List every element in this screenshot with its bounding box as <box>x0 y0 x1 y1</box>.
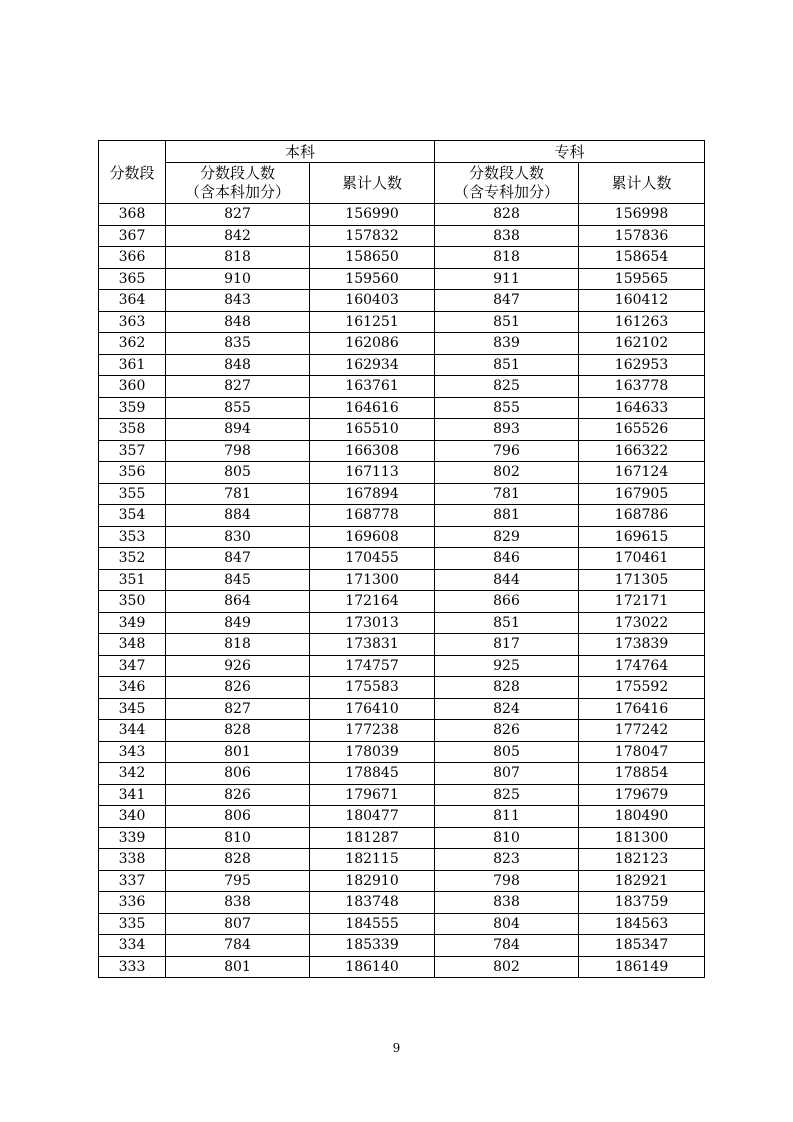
undergrad-count-cell: 818 <box>166 634 310 656</box>
college-count-cell: 855 <box>435 397 579 419</box>
header-undergrad-count-line1: 分数段人数 <box>199 164 275 182</box>
undergrad-cumulative-cell: 175583 <box>310 677 435 699</box>
undergrad-cumulative-cell: 157832 <box>310 225 435 247</box>
table-row <box>99 247 705 269</box>
undergrad-cumulative-cell: 160403 <box>310 290 435 312</box>
undergrad-count-cell: 894 <box>166 419 310 441</box>
score-cell: 341 <box>99 784 166 806</box>
score-cell: 357 <box>99 440 166 462</box>
undergrad-count-cell: 827 <box>166 376 310 398</box>
table-row <box>99 784 705 806</box>
college-count-cell: 810 <box>435 827 579 849</box>
undergrad-count-cell: 806 <box>166 763 310 785</box>
college-cumulative-cell: 167905 <box>579 483 705 505</box>
college-cumulative-cell: 186149 <box>579 956 705 978</box>
undergrad-count-cell: 828 <box>166 720 310 742</box>
table-row <box>99 204 705 226</box>
score-cell: 359 <box>99 397 166 419</box>
table-row <box>99 505 705 527</box>
table-row <box>99 290 705 312</box>
undergrad-cumulative-cell: 181287 <box>310 827 435 849</box>
undergrad-cumulative-cell: 179671 <box>310 784 435 806</box>
college-count-cell: 804 <box>435 913 579 935</box>
undergrad-cumulative-cell: 158650 <box>310 247 435 269</box>
table-row <box>99 591 705 613</box>
table-row <box>99 311 705 333</box>
undergrad-cumulative-cell: 178039 <box>310 741 435 763</box>
score-cell: 344 <box>99 720 166 742</box>
table-row <box>99 462 705 484</box>
undergrad-count-cell: 810 <box>166 827 310 849</box>
score-cell: 353 <box>99 526 166 548</box>
table-row <box>99 225 705 247</box>
table-row <box>99 849 705 871</box>
college-count-cell: 823 <box>435 849 579 871</box>
college-cumulative-cell: 180490 <box>579 806 705 828</box>
college-count-cell: 851 <box>435 311 579 333</box>
college-cumulative-cell: 178047 <box>579 741 705 763</box>
college-count-cell: 781 <box>435 483 579 505</box>
college-cumulative-cell: 162102 <box>579 333 705 355</box>
undergrad-cumulative-cell: 170455 <box>310 548 435 570</box>
header-college-count-line2: （含专科加分） <box>454 183 560 201</box>
table-row <box>99 354 705 376</box>
college-count-cell: 818 <box>435 247 579 269</box>
table-row <box>99 827 705 849</box>
college-count-cell: 825 <box>435 376 579 398</box>
college-cumulative-cell: 182921 <box>579 870 705 892</box>
score-cell: 342 <box>99 763 166 785</box>
undergrad-cumulative-cell: 182910 <box>310 870 435 892</box>
score-cell: 334 <box>99 935 166 957</box>
college-cumulative-cell: 172171 <box>579 591 705 613</box>
college-cumulative-cell: 160412 <box>579 290 705 312</box>
undergrad-count-cell: 828 <box>166 849 310 871</box>
college-count-cell: 851 <box>435 354 579 376</box>
undergrad-cumulative-cell: 177238 <box>310 720 435 742</box>
undergrad-cumulative-cell: 186140 <box>310 956 435 978</box>
college-count-cell: 829 <box>435 526 579 548</box>
undergrad-cumulative-cell: 159560 <box>310 268 435 290</box>
undergrad-cumulative-cell: 161251 <box>310 311 435 333</box>
table-row <box>99 741 705 763</box>
header-college: 专科 <box>435 141 705 163</box>
table-row <box>99 612 705 634</box>
table-row <box>99 763 705 785</box>
table-row <box>99 913 705 935</box>
college-cumulative-cell: 175592 <box>579 677 705 699</box>
undergrad-cumulative-cell: 178845 <box>310 763 435 785</box>
college-count-cell: 824 <box>435 698 579 720</box>
college-cumulative-cell: 173839 <box>579 634 705 656</box>
college-count-cell: 925 <box>435 655 579 677</box>
score-cell: 336 <box>99 892 166 914</box>
header-undergrad-cumulative: 累计人数 <box>310 163 435 204</box>
score-cell: 355 <box>99 483 166 505</box>
undergrad-count-cell: 842 <box>166 225 310 247</box>
undergrad-count-cell: 801 <box>166 741 310 763</box>
undergrad-cumulative-cell: 167113 <box>310 462 435 484</box>
college-cumulative-cell: 165526 <box>579 419 705 441</box>
college-cumulative-cell: 184563 <box>579 913 705 935</box>
table-row <box>99 956 705 978</box>
undergrad-cumulative-cell: 180477 <box>310 806 435 828</box>
score-cell: 335 <box>99 913 166 935</box>
undergrad-count-cell: 806 <box>166 806 310 828</box>
college-count-cell: 844 <box>435 569 579 591</box>
undergrad-count-cell: 826 <box>166 784 310 806</box>
table-row <box>99 268 705 290</box>
undergrad-count-cell: 807 <box>166 913 310 935</box>
undergrad-count-cell: 827 <box>166 204 310 226</box>
undergrad-cumulative-cell: 171300 <box>310 569 435 591</box>
table-row <box>99 526 705 548</box>
undergrad-count-cell: 848 <box>166 354 310 376</box>
college-count-cell: 838 <box>435 225 579 247</box>
college-cumulative-cell: 181300 <box>579 827 705 849</box>
score-cell: 365 <box>99 268 166 290</box>
table-row <box>99 483 705 505</box>
table-row <box>99 720 705 742</box>
undergrad-count-cell: 847 <box>166 548 310 570</box>
table-row <box>99 440 705 462</box>
header-score-band: 分数段 <box>99 141 166 204</box>
header-row-groups <box>99 141 705 163</box>
undergrad-count-cell: 801 <box>166 956 310 978</box>
header-college-cumulative: 累计人数 <box>579 163 705 204</box>
score-cell: 356 <box>99 462 166 484</box>
table-row <box>99 333 705 355</box>
table-row <box>99 419 705 441</box>
score-cell: 338 <box>99 849 166 871</box>
score-cell: 337 <box>99 870 166 892</box>
college-cumulative-cell: 177242 <box>579 720 705 742</box>
header-undergrad: 本科 <box>166 141 435 163</box>
table-body <box>99 204 705 978</box>
undergrad-count-cell: 818 <box>166 247 310 269</box>
college-count-cell: 828 <box>435 204 579 226</box>
college-count-cell: 851 <box>435 612 579 634</box>
undergrad-cumulative-cell: 162934 <box>310 354 435 376</box>
college-cumulative-cell: 166322 <box>579 440 705 462</box>
college-count-cell: 911 <box>435 268 579 290</box>
score-cell: 360 <box>99 376 166 398</box>
undergrad-count-cell: 826 <box>166 677 310 699</box>
score-cell: 362 <box>99 333 166 355</box>
college-cumulative-cell: 162953 <box>579 354 705 376</box>
undergrad-count-cell: 830 <box>166 526 310 548</box>
header-row-columns <box>99 163 705 204</box>
college-count-cell: 826 <box>435 720 579 742</box>
table-row <box>99 569 705 591</box>
college-cumulative-cell: 167124 <box>579 462 705 484</box>
header-college-count-line1: 分数段人数 <box>469 164 545 182</box>
score-cell: 347 <box>99 655 166 677</box>
undergrad-count-cell: 845 <box>166 569 310 591</box>
undergrad-count-cell: 884 <box>166 505 310 527</box>
college-count-cell: 802 <box>435 956 579 978</box>
college-count-cell: 846 <box>435 548 579 570</box>
college-count-cell: 807 <box>435 763 579 785</box>
college-cumulative-cell: 161263 <box>579 311 705 333</box>
college-cumulative-cell: 183759 <box>579 892 705 914</box>
score-cell: 351 <box>99 569 166 591</box>
undergrad-count-cell: 781 <box>166 483 310 505</box>
college-count-cell: 796 <box>435 440 579 462</box>
college-cumulative-cell: 158654 <box>579 247 705 269</box>
college-cumulative-cell: 156998 <box>579 204 705 226</box>
score-cell: 352 <box>99 548 166 570</box>
undergrad-count-cell: 827 <box>166 698 310 720</box>
undergrad-cumulative-cell: 173831 <box>310 634 435 656</box>
college-cumulative-cell: 182123 <box>579 849 705 871</box>
undergrad-count-cell: 843 <box>166 290 310 312</box>
undergrad-cumulative-cell: 168778 <box>310 505 435 527</box>
undergrad-cumulative-cell: 172164 <box>310 591 435 613</box>
score-cell: 364 <box>99 290 166 312</box>
table-row <box>99 892 705 914</box>
college-cumulative-cell: 171305 <box>579 569 705 591</box>
table-row <box>99 548 705 570</box>
college-count-cell: 828 <box>435 677 579 699</box>
table-row <box>99 935 705 957</box>
header-college-count <box>435 163 579 204</box>
college-count-cell: 817 <box>435 634 579 656</box>
college-count-cell: 805 <box>435 741 579 763</box>
header-undergrad-count-line2: （含本科加分） <box>184 183 290 201</box>
college-cumulative-cell: 168786 <box>579 505 705 527</box>
score-cell: 361 <box>99 354 166 376</box>
college-count-cell: 893 <box>435 419 579 441</box>
undergrad-cumulative-cell: 156990 <box>310 204 435 226</box>
college-cumulative-cell: 174764 <box>579 655 705 677</box>
page-number: 9 <box>392 1041 401 1055</box>
undergrad-count-cell: 835 <box>166 333 310 355</box>
college-cumulative-cell: 170461 <box>579 548 705 570</box>
score-cell: 348 <box>99 634 166 656</box>
table-row <box>99 870 705 892</box>
undergrad-count-cell: 910 <box>166 268 310 290</box>
score-cell: 345 <box>99 698 166 720</box>
college-count-cell: 802 <box>435 462 579 484</box>
score-cell: 339 <box>99 827 166 849</box>
score-cell: 354 <box>99 505 166 527</box>
undergrad-cumulative-cell: 162086 <box>310 333 435 355</box>
college-cumulative-cell: 159565 <box>579 268 705 290</box>
undergrad-cumulative-cell: 163761 <box>310 376 435 398</box>
undergrad-count-cell: 849 <box>166 612 310 634</box>
undergrad-count-cell: 926 <box>166 655 310 677</box>
score-cell: 333 <box>99 956 166 978</box>
college-cumulative-cell: 164633 <box>579 397 705 419</box>
college-cumulative-cell: 163778 <box>579 376 705 398</box>
college-cumulative-cell: 169615 <box>579 526 705 548</box>
score-cell: 367 <box>99 225 166 247</box>
college-cumulative-cell: 179679 <box>579 784 705 806</box>
college-cumulative-cell: 185347 <box>579 935 705 957</box>
college-cumulative-cell: 173022 <box>579 612 705 634</box>
undergrad-count-cell: 795 <box>166 870 310 892</box>
college-count-cell: 881 <box>435 505 579 527</box>
college-count-cell: 825 <box>435 784 579 806</box>
score-cell: 340 <box>99 806 166 828</box>
undergrad-count-cell: 855 <box>166 397 310 419</box>
score-cell: 343 <box>99 741 166 763</box>
undergrad-cumulative-cell: 169608 <box>310 526 435 548</box>
score-distribution-table <box>98 140 705 978</box>
undergrad-cumulative-cell: 183748 <box>310 892 435 914</box>
score-cell: 366 <box>99 247 166 269</box>
undergrad-cumulative-cell: 164616 <box>310 397 435 419</box>
table-row <box>99 634 705 656</box>
score-cell: 358 <box>99 419 166 441</box>
college-count-cell: 798 <box>435 870 579 892</box>
undergrad-count-cell: 784 <box>166 935 310 957</box>
table-row <box>99 806 705 828</box>
header-undergrad-count <box>166 163 310 204</box>
undergrad-count-cell: 838 <box>166 892 310 914</box>
undergrad-cumulative-cell: 167894 <box>310 483 435 505</box>
table-row <box>99 376 705 398</box>
undergrad-count-cell: 805 <box>166 462 310 484</box>
undergrad-cumulative-cell: 174757 <box>310 655 435 677</box>
score-cell: 363 <box>99 311 166 333</box>
score-cell: 349 <box>99 612 166 634</box>
table-row <box>99 397 705 419</box>
undergrad-cumulative-cell: 165510 <box>310 419 435 441</box>
score-cell: 346 <box>99 677 166 699</box>
undergrad-cumulative-cell: 176410 <box>310 698 435 720</box>
undergrad-cumulative-cell: 185339 <box>310 935 435 957</box>
table-row <box>99 698 705 720</box>
college-cumulative-cell: 178854 <box>579 763 705 785</box>
undergrad-cumulative-cell: 182115 <box>310 849 435 871</box>
college-cumulative-cell: 176416 <box>579 698 705 720</box>
college-count-cell: 838 <box>435 892 579 914</box>
college-count-cell: 811 <box>435 806 579 828</box>
college-cumulative-cell: 157836 <box>579 225 705 247</box>
college-count-cell: 847 <box>435 290 579 312</box>
undergrad-cumulative-cell: 184555 <box>310 913 435 935</box>
undergrad-count-cell: 848 <box>166 311 310 333</box>
undergrad-count-cell: 798 <box>166 440 310 462</box>
score-cell: 368 <box>99 204 166 226</box>
undergrad-cumulative-cell: 166308 <box>310 440 435 462</box>
college-count-cell: 866 <box>435 591 579 613</box>
undergrad-cumulative-cell: 173013 <box>310 612 435 634</box>
table-row <box>99 655 705 677</box>
college-count-cell: 839 <box>435 333 579 355</box>
college-count-cell: 784 <box>435 935 579 957</box>
undergrad-count-cell: 864 <box>166 591 310 613</box>
table-row <box>99 677 705 699</box>
score-cell: 350 <box>99 591 166 613</box>
